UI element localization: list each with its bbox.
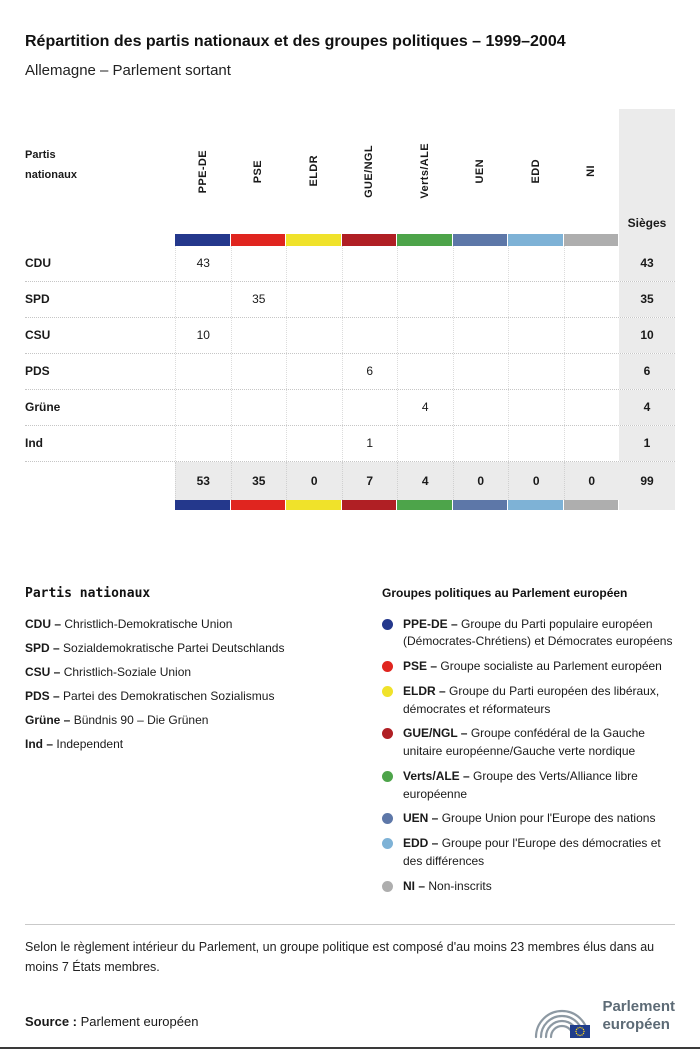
total-cell: 53 bbox=[175, 462, 231, 500]
value-cell bbox=[397, 426, 453, 461]
value-cell bbox=[397, 354, 453, 389]
color-bar-edd bbox=[508, 234, 564, 246]
value-cell bbox=[231, 426, 287, 461]
column-header-gue-ngl: GUE/NGL bbox=[363, 144, 376, 198]
party-abbr: SPD – bbox=[25, 640, 60, 655]
group-desc: PPE-DE – Groupe du Parti populaire européen (Démocrates-Chrétiens) et Démocrates européens bbox=[403, 616, 673, 649]
column-header-sieges: Sièges bbox=[619, 109, 675, 234]
party-fullname: Christlich-Soziale Union bbox=[63, 664, 192, 679]
color-bar-ni bbox=[564, 234, 620, 246]
table-row-csu bbox=[25, 318, 675, 354]
value-cell bbox=[175, 282, 231, 317]
column-header-eldr: ELDR bbox=[307, 155, 320, 187]
legend-groups-heading: Groupes politiques au Parlement européen bbox=[382, 585, 628, 600]
party-abbr: PDS – bbox=[25, 688, 60, 703]
color-bar-ppe-de bbox=[175, 234, 231, 246]
table-row-spd bbox=[25, 282, 675, 318]
total-cell: 0 bbox=[286, 462, 342, 500]
total-cell: 4 bbox=[397, 462, 453, 500]
value-cell bbox=[342, 390, 398, 425]
color-bar-edd bbox=[508, 500, 564, 510]
infographic-page bbox=[0, 11, 700, 903]
dot-verts-ale bbox=[382, 771, 393, 782]
value-cell bbox=[342, 282, 398, 317]
legend-section bbox=[25, 586, 675, 903]
column-header-edd: EDD bbox=[529, 159, 542, 184]
party-name: CSU bbox=[25, 328, 51, 343]
page-subtitle: Allemagne – Parlement sortant bbox=[25, 61, 231, 79]
value-cell bbox=[286, 282, 342, 317]
group-desc: ELDR – Groupe du Parti européen des libéraux, démocrates et réformateurs bbox=[403, 683, 660, 716]
party-name: PDS bbox=[25, 364, 50, 379]
total-cell: 0 bbox=[453, 462, 509, 500]
value-cell bbox=[397, 282, 453, 317]
value-cell bbox=[175, 390, 231, 425]
value-cell: 10 bbox=[175, 318, 231, 353]
value-cell bbox=[175, 354, 231, 389]
value-cell: 4 bbox=[397, 390, 453, 425]
row-header-label: Partis nationaux bbox=[25, 149, 77, 182]
color-bar-ni bbox=[564, 500, 620, 510]
party-fullname: Partei des Demokratischen Sozialismus bbox=[63, 688, 275, 703]
party-abbr: Grüne – bbox=[25, 712, 71, 727]
footer-divider bbox=[25, 924, 675, 925]
value-cell bbox=[564, 282, 620, 317]
color-bar-gue-ngl bbox=[342, 500, 398, 510]
legend-group-item bbox=[382, 810, 675, 828]
column-header-pse: PSE bbox=[252, 159, 265, 183]
column-header-verts-ale: Verts/ALE bbox=[418, 143, 431, 199]
value-cell bbox=[286, 426, 342, 461]
source-value: Parlement européen bbox=[80, 1013, 199, 1029]
dot-eldr bbox=[382, 686, 393, 697]
party-fullname: Sozialdemokratische Partei Deutschlands bbox=[63, 640, 285, 655]
dot-ppe-de bbox=[382, 619, 393, 630]
source-line bbox=[25, 1014, 198, 1029]
value-cell bbox=[231, 318, 287, 353]
dot-uen bbox=[382, 813, 393, 824]
value-cell bbox=[231, 354, 287, 389]
group-desc: GUE/NGL – Groupe confédéral de la Gauche unitaire européenne/Gauche verte nordique bbox=[403, 726, 645, 759]
row-header-cell bbox=[25, 109, 175, 234]
page-bottom-edge bbox=[0, 1047, 700, 1049]
seats-cell: 6 bbox=[619, 354, 675, 389]
color-bar-gue-ngl bbox=[342, 234, 398, 246]
column-header-ppe-de: PPE-DE bbox=[196, 149, 209, 193]
ep-logo bbox=[532, 991, 675, 1041]
totals-row bbox=[25, 462, 675, 500]
legend-group-item bbox=[382, 878, 675, 896]
party-name: Ind bbox=[25, 436, 43, 451]
dot-pse bbox=[382, 661, 393, 672]
party-fullname: Christlich-Demokratische Union bbox=[64, 616, 233, 631]
value-cell bbox=[453, 246, 509, 281]
color-bar-uen bbox=[453, 234, 509, 246]
party-abbr: CDU – bbox=[25, 616, 62, 631]
value-cell bbox=[231, 246, 287, 281]
value-cell: 1 bbox=[342, 426, 398, 461]
group-desc: EDD – Groupe pour l'Europe des démocraties et des différences bbox=[403, 836, 661, 868]
legend-group-item bbox=[382, 768, 675, 804]
group-color-bar-row-bottom bbox=[25, 500, 675, 510]
dot-gue-ngl bbox=[382, 728, 393, 739]
group-desc: NI – Non-inscrits bbox=[403, 878, 492, 893]
legend-party-item bbox=[25, 737, 382, 751]
legend-political-groups bbox=[382, 586, 675, 903]
value-cell: 43 bbox=[175, 246, 231, 281]
group-desc: Verts/ALE – Groupe des Verts/Alliance libre européenne bbox=[403, 768, 638, 801]
legend-party-item bbox=[25, 665, 382, 679]
group-desc: PSE – Groupe socialiste au Parlement européen bbox=[403, 659, 662, 674]
sieges-column-fill bbox=[619, 234, 675, 246]
value-cell bbox=[564, 354, 620, 389]
value-cell bbox=[286, 354, 342, 389]
value-cell bbox=[342, 246, 398, 281]
total-cell: 35 bbox=[231, 462, 287, 500]
value-cell: 35 bbox=[231, 282, 287, 317]
footnote: Selon le règlement intérieur du Parlement, un groupe politique est composé d'au moins 23 membres élus dans au moins 7 États membres. bbox=[25, 939, 655, 974]
value-cell bbox=[286, 318, 342, 353]
value-cell bbox=[175, 426, 231, 461]
table-header-row bbox=[25, 109, 675, 234]
value-cell bbox=[453, 354, 509, 389]
value-cell bbox=[286, 246, 342, 281]
value-cell bbox=[453, 426, 509, 461]
legend-parties-heading: Partis nationaux bbox=[25, 585, 151, 601]
value-cell bbox=[508, 318, 564, 353]
value-cell bbox=[453, 282, 509, 317]
total-cell: 0 bbox=[508, 462, 564, 500]
legend-group-item bbox=[382, 658, 675, 676]
value-cell bbox=[564, 246, 620, 281]
value-cell bbox=[508, 246, 564, 281]
table-row-pds bbox=[25, 354, 675, 390]
value-cell bbox=[397, 246, 453, 281]
party-name: CDU bbox=[25, 256, 51, 271]
legend-group-item bbox=[382, 725, 675, 761]
legend-party-item bbox=[25, 617, 382, 631]
seats-cell: 10 bbox=[619, 318, 675, 353]
value-cell bbox=[508, 282, 564, 317]
page-title: Répartition des partis nationaux et des groupes politiques – 1999–2004 bbox=[25, 32, 566, 50]
table-row-grune bbox=[25, 390, 675, 426]
value-cell bbox=[453, 318, 509, 353]
value-cell bbox=[508, 426, 564, 461]
seats-cell: 1 bbox=[619, 426, 675, 461]
legend-group-item bbox=[382, 616, 675, 652]
table-row-cdu bbox=[25, 246, 675, 282]
dot-ni bbox=[382, 881, 393, 892]
seats-cell: 43 bbox=[619, 246, 675, 281]
legend-party-item bbox=[25, 641, 382, 655]
value-cell bbox=[342, 318, 398, 353]
legend-party-item bbox=[25, 713, 382, 727]
source-label: Source : bbox=[25, 1013, 78, 1029]
value-cell bbox=[508, 390, 564, 425]
seats-cell: 4 bbox=[619, 390, 675, 425]
value-cell bbox=[564, 426, 620, 461]
total-cell: 0 bbox=[564, 462, 620, 500]
legend-national-parties bbox=[25, 586, 382, 903]
group-color-bar-row-top bbox=[25, 234, 675, 246]
total-seats-cell: 99 bbox=[619, 462, 675, 500]
ep-logo-text: Parlement européen bbox=[602, 998, 675, 1033]
legend-group-item bbox=[382, 835, 675, 871]
group-desc: UEN – Groupe Union pour l'Europe des nations bbox=[403, 811, 656, 826]
table-row-ind bbox=[25, 426, 675, 462]
total-cell: 7 bbox=[342, 462, 398, 500]
party-fullname: Independent bbox=[56, 736, 124, 751]
value-cell bbox=[453, 390, 509, 425]
value-cell bbox=[231, 390, 287, 425]
color-bar-uen bbox=[453, 500, 509, 510]
legend-group-item bbox=[382, 683, 675, 719]
sieges-column-fill bbox=[619, 500, 675, 510]
color-bar-verts-ale bbox=[397, 500, 453, 510]
footer-bottom bbox=[25, 983, 675, 1041]
column-header-uen: UEN bbox=[474, 159, 487, 184]
value-cell bbox=[286, 390, 342, 425]
value-cell bbox=[508, 354, 564, 389]
color-bar-eldr bbox=[286, 234, 342, 246]
column-header-ni: NI bbox=[585, 165, 598, 178]
party-name: SPD bbox=[25, 292, 50, 307]
party-abbr: CSU – bbox=[25, 664, 61, 679]
color-bar-pse bbox=[231, 234, 287, 246]
value-cell bbox=[397, 318, 453, 353]
seats-cell: 35 bbox=[619, 282, 675, 317]
party-abbr: Ind – bbox=[25, 736, 54, 751]
value-cell: 6 bbox=[342, 354, 398, 389]
color-bar-ppe-de bbox=[175, 500, 231, 510]
color-bar-eldr bbox=[286, 500, 342, 510]
value-cell bbox=[564, 318, 620, 353]
legend-party-item bbox=[25, 689, 382, 703]
seats-table bbox=[25, 109, 675, 510]
party-name: Grüne bbox=[25, 400, 61, 415]
color-bar-pse bbox=[231, 500, 287, 510]
party-fullname: Bündnis 90 – Die Grünen bbox=[73, 712, 209, 727]
value-cell bbox=[564, 390, 620, 425]
hemicycle-icon bbox=[532, 991, 594, 1041]
dot-edd bbox=[382, 838, 393, 849]
color-bar-verts-ale bbox=[397, 234, 453, 246]
